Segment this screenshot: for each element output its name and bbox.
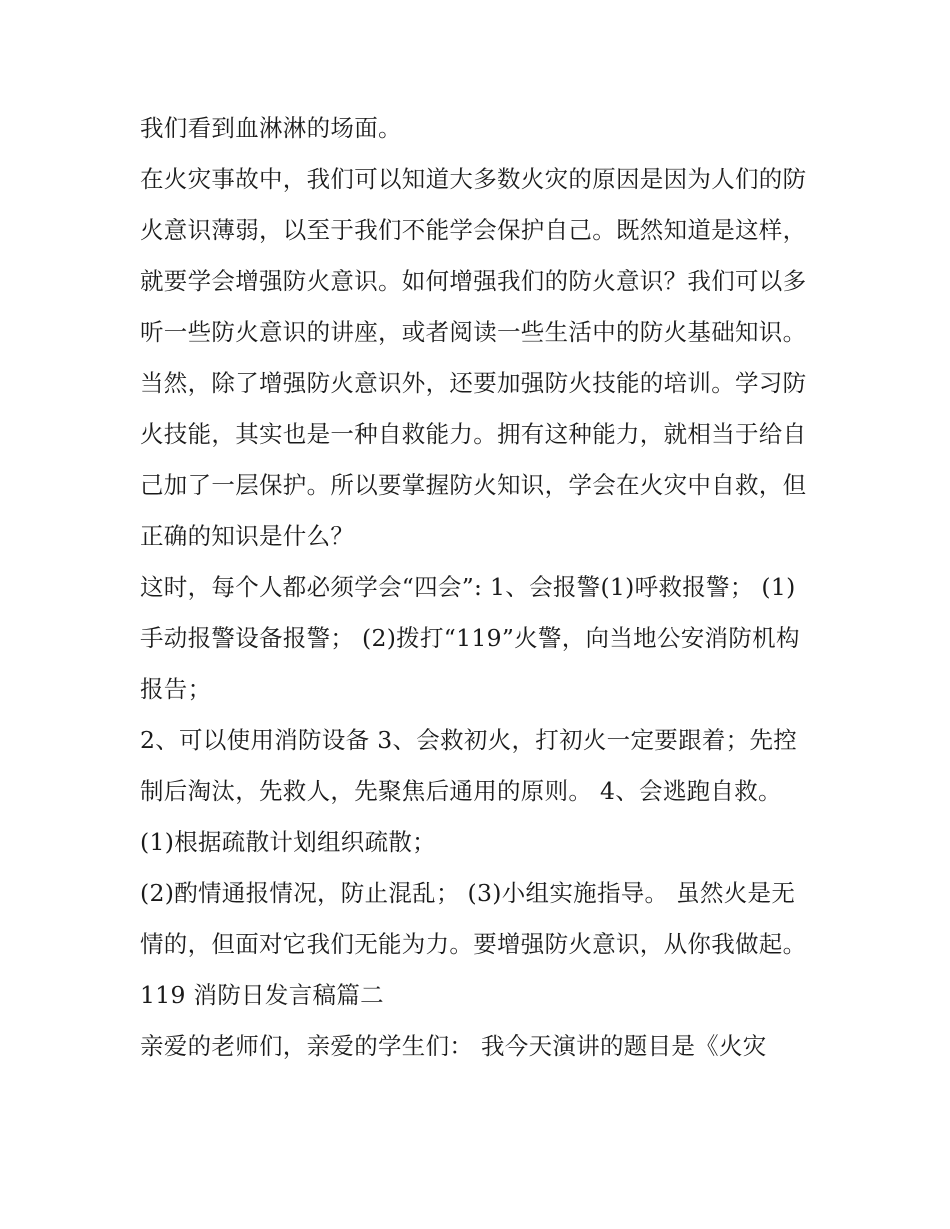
paragraph: 这时，每个人都必须学会“四会”: 1、会报警(1)呼救报警； (1)手动报警设备报警； (2)拨打“119”火警，向当地公安消防机构报告； (140, 573, 800, 703)
paragraph: 亲爱的老师们，亲爱的学生们： 我今天演讲的题目是《火灾 (140, 1032, 767, 1060)
paragraph: 当然，除了增强防火意识外，还要加强防火技能的培训。学习防火技能，其实也是一种自救能力。拥有这种能力，就相当于给自己加了一层保护。所以要掌握防火知识，学会在火灾中自救，但正确的知识是什么？ (140, 369, 807, 550)
document-page (140, 103, 816, 1072)
paragraph: 我们看到血淋淋的场面。 (140, 114, 402, 142)
paragraph: 在火灾事故中，我们可以知道大多数火灾的原因是因为人们的防火意识薄弱，以至于我们不能学会保护自己。既然知道是这样，就要学会增强防火意识。如何增强我们的防火意识？我们可以多听一些防火意识的讲座，或者阅读一些生活中的防火基础知识。 (140, 165, 807, 346)
paragraph: (2)酌情通报情况，防止混乱； (3)小组实施指导。 虽然火是无情的，但面对它我们无能为力。要增强防火意识，从你我做起。 119 消防日发言稿篇二 (140, 879, 807, 1009)
paragraph: 2、可以使用消防设备 3、会救初火，打初火一定要跟着；先控制后淘汰，先救人，先聚焦后通用的原则。 4、会逃跑自救。 (1)根据疏散计划组织疏散； (140, 726, 798, 856)
